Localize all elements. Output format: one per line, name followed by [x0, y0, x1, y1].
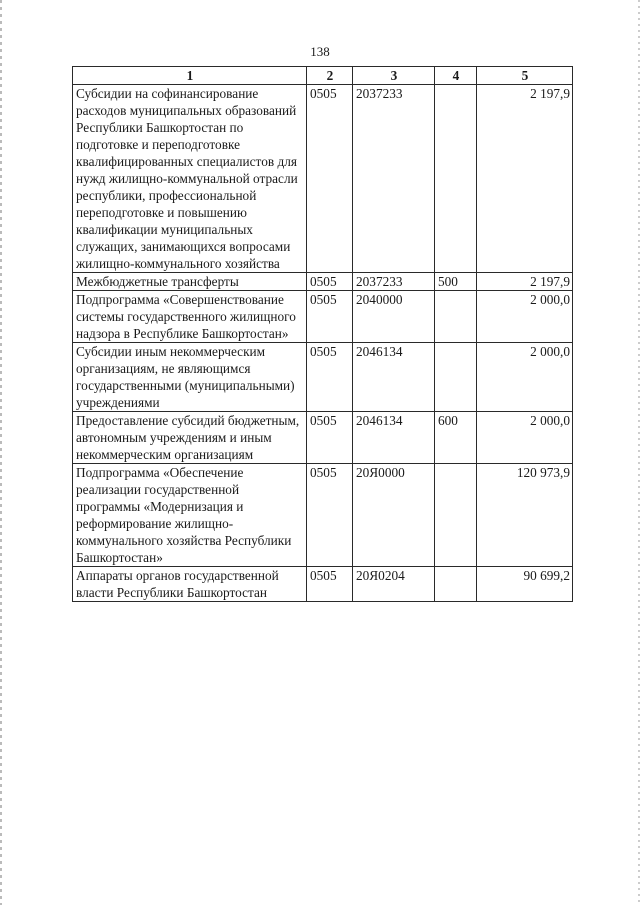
- row-target-code: 2037233: [353, 85, 435, 273]
- row-name: Подпрограмма «Совершенствование системы государственного жилищного надзора в Республике Башкортостан»: [73, 291, 307, 343]
- row-amount: 120 973,9: [477, 464, 573, 567]
- row-name: Подпрограмма «Обеспечение реализации государственной программы «Модернизация и реформирование жилищно-коммунального хозяйства Республики Башкортостан»: [73, 464, 307, 567]
- row-type-code: [435, 343, 477, 412]
- header-col-1: 1: [73, 67, 307, 85]
- table-row: [73, 567, 573, 602]
- header-col-3: 3: [353, 67, 435, 85]
- row-target-code: 20Я0000: [353, 464, 435, 567]
- table-row: [73, 85, 573, 273]
- row-section-code: 0505: [307, 343, 353, 412]
- table-row: [73, 273, 573, 291]
- row-name: Субсидии иным некоммерческим организациям, не являющимся государственными (муниципальными) учреждениями: [73, 343, 307, 412]
- table-row: [73, 343, 573, 412]
- row-type-code: 600: [435, 412, 477, 464]
- scan-edge-left: [0, 0, 2, 905]
- table-row: [73, 464, 573, 567]
- row-type-code: [435, 567, 477, 602]
- row-section-code: 0505: [307, 273, 353, 291]
- row-target-code: 2046134: [353, 412, 435, 464]
- table-row: [73, 412, 573, 464]
- row-section-code: 0505: [307, 412, 353, 464]
- row-amount: 2 197,9: [477, 273, 573, 291]
- row-section-code: 0505: [307, 291, 353, 343]
- row-name: Предоставление субсидий бюджетным, автономным учреждениям и иным некоммерческим организациям: [73, 412, 307, 464]
- row-section-code: 0505: [307, 464, 353, 567]
- row-amount: 2 000,0: [477, 343, 573, 412]
- budget-table: [72, 66, 573, 602]
- row-section-code: 0505: [307, 567, 353, 602]
- row-name: Аппараты органов государственной власти Республики Башкортостан: [73, 567, 307, 602]
- row-type-code: [435, 85, 477, 273]
- row-amount: 2 000,0: [477, 412, 573, 464]
- row-type-code: [435, 291, 477, 343]
- header-col-5: 5: [477, 67, 573, 85]
- row-name: Субсидии на софинансирование расходов муниципальных образований Республики Башкортостан по подготовке и переподготовке квалифицированных специалистов для нужд жилищно-коммунальной отрасли республики, профессиональной переподготовке и повышению квалификации муниципальных служащих, занимающихся вопросами жилищно-коммунального хозяйства: [73, 85, 307, 273]
- row-target-code: 2046134: [353, 343, 435, 412]
- row-target-code: 2037233: [353, 273, 435, 291]
- row-type-code: [435, 464, 477, 567]
- header-col-2: 2: [307, 67, 353, 85]
- row-amount: 2 197,9: [477, 85, 573, 273]
- table-header-row: [73, 67, 573, 85]
- header-col-4: 4: [435, 67, 477, 85]
- row-type-code: 500: [435, 273, 477, 291]
- row-target-code: 20Я0204: [353, 567, 435, 602]
- row-name: Межбюджетные трансферты: [73, 273, 307, 291]
- row-section-code: 0505: [307, 85, 353, 273]
- row-amount: 90 699,2: [477, 567, 573, 602]
- row-amount: 2 000,0: [477, 291, 573, 343]
- row-target-code: 2040000: [353, 291, 435, 343]
- table-row: [73, 291, 573, 343]
- page-number: 138: [310, 44, 330, 59]
